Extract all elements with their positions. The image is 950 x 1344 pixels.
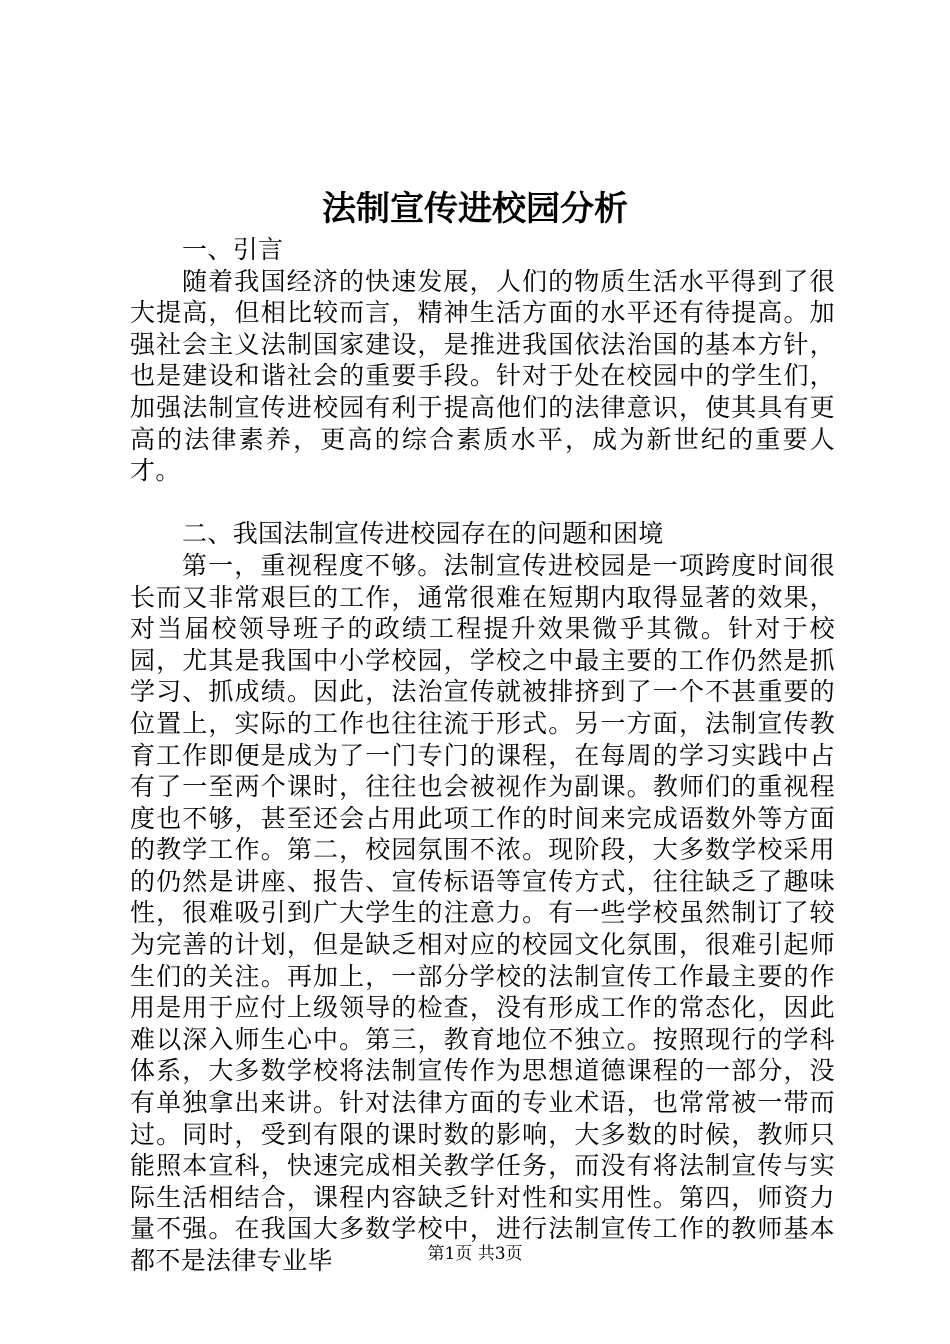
paragraph-spacer: [130, 487, 835, 519]
section-paragraph-introduction: 随着我国经济的快速发展，人们的物质生活水平得到了很大提高，但相比较而言，精神生活方面的水平还有待提高。加强社会主义法制国家建设，是推进我国依法治国的基本方针，也是建设和谐社会的重要手段。针对于处在校园中的学生们，加强法制宣传进校园有利于提高他们的法律意识，使其具有更高的法律素养，更高的综合素质水平，成为新世纪的重要人才。: [130, 266, 835, 486]
document-title: 法制宣传进校园分析: [322, 189, 628, 229]
section-heading-problems: 二、我国法制宣传进校园存在的问题和困境: [182, 519, 664, 549]
section-paragraph-problems: 第一，重视程度不够。法制宣传进校园是一项跨度时间很长而又非常艰巨的工作，通常很难在短期内取得显著的效果，对当届校领导班子的政绩工程提升效果微乎其微。针对于校园，尤其是我国中小学校园，学校之中最主要的工作仍然是抓学习、抓成绩。因此，法治宣传就被排挤到了一个不甚重要的位置上，实际的工作也往往流于形式。另一方面，法制宣传教育工作即便是成为了一门专门的课程，在每周的学习实践中占有了一至两个课时，往往也会被视作为副课。教师们的重视程度也不够，甚至还会占用此项工作的时间来完成语数外等方面的教学工作。第二，校园氛围不浓。现阶段，大多数学校采用的仍然是讲座、报告、宣传标语等宣传方式，往往缺乏了趣味性，很难吸引到广大学生的注意力。有一些学校虽然制订了较为完善的计划，但是缺乏相对应的校园文化氛围，很难引起师生们的关注。再加上，一部分学校的法制宣传工作最主要的作用是用于应付上级领导的检查，没有形成工作的常态化，因此难以深入师生心中。第三，教育地位不独立。按照现行的学科体系，大多数学校将法制宣传作为思想道德课程的一部分，没有单独拿出来讲。针对法律方面的专业术语，也常常被一带而过。同时，受到有限的课时数的影响，大多数的时候，教师只能照本宣科，快速完成相关教学任务，而没有将法制宣传与实际生活相结合，课程内容缺乏针对性和实用性。第四，师资力量不强。在我国大多数学校中，进行法制宣传工作的教师基本都不是法律专业毕: [130, 550, 835, 1275]
document-body: [130, 234, 835, 1277]
section-heading-introduction: 一、引言: [182, 235, 284, 264]
page-footer: 第1页 共3页: [427, 1244, 523, 1264]
